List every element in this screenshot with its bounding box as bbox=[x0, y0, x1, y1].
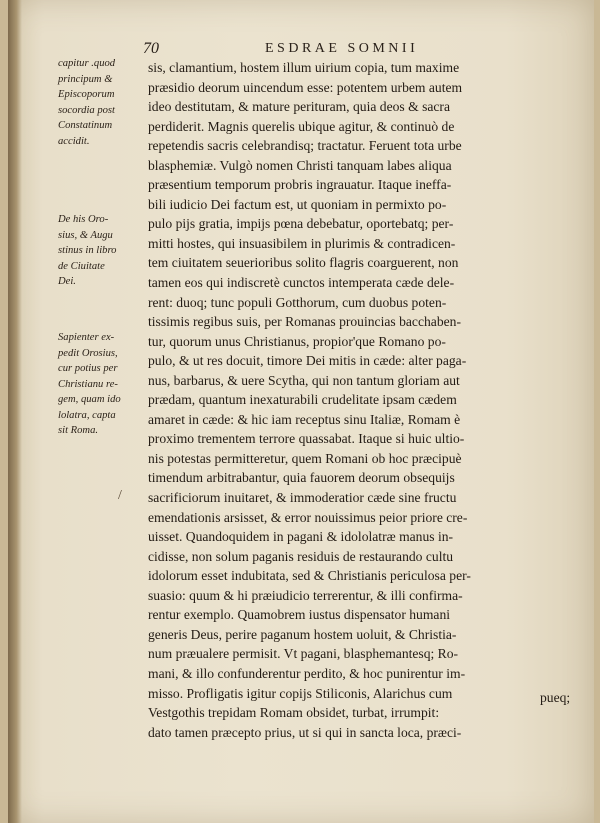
text-line: præsidio deorum uincendum esse: potentem urbem autem bbox=[148, 79, 463, 95]
text-line: dato tamen præcepto prius, ut si qui in sancta loca, præci- bbox=[148, 724, 462, 740]
text-line: pulo, & ut res docuit, timore Dei mitis in cæde: alter paga- bbox=[148, 353, 467, 369]
text-line: emendationis arsisset, & error nouissimus peior priore cre- bbox=[148, 509, 468, 525]
text-line: tissimis regibus suis, per Romanas prouincias bacchaben- bbox=[148, 314, 461, 330]
text-line: tem ciuitatem seuerioribus solito flagris coarguerent, non bbox=[148, 255, 459, 271]
body-text bbox=[148, 58, 584, 742]
text-line: sis, clamantium, hostem illum uirium copia, tum maxime bbox=[148, 60, 460, 75]
text-line: pulo pijs gratia, impijs pœna debebatur, oportebatq; per- bbox=[148, 216, 454, 232]
text-line: nus, barbarus, & uere Scytha, qui non tantum gloriam aut bbox=[148, 372, 460, 388]
text-line: proximo trementem terrore quassabat. Itaque si huic ultio- bbox=[148, 431, 465, 447]
text-line: tur, quorum unus Christianus, propior'que Romano po- bbox=[148, 333, 446, 349]
binding-gutter bbox=[8, 0, 22, 823]
text-line: num præualere permisit. Vt pagani, blasphemantesq; Ro- bbox=[148, 646, 459, 662]
marginal-note: capitur .quod principum & Episcoporum socordia post Constatinum accidit. bbox=[58, 58, 116, 147]
text-line: prædam, quantum inexaturabili crudelitate ipsam cædem bbox=[148, 392, 457, 408]
text-line: repetendis sacris celebrandisq; tractatur. Feruent tota urbe bbox=[148, 138, 462, 154]
text-line: timendum arbitrabantur, quia fauorem deorum obsequijs bbox=[148, 470, 455, 486]
text-line: idolorum esset indubitata, sed & Christianis periculosa per- bbox=[148, 568, 471, 584]
marginal-note: De his Oro- sius, & Augu stinus in libro de Ciuitate Dei. bbox=[58, 214, 117, 287]
text-line: suasio: quum & hi præiudicio terrerentur, & illi confirma- bbox=[148, 587, 463, 603]
text-line: cidisse, non solum paganis residuis de restaurando cultu bbox=[148, 548, 454, 564]
text-line: uisset. Quandoquidem in pagani & idololatræ manus in- bbox=[148, 529, 454, 545]
page-number: 70 bbox=[143, 40, 159, 57]
text-line: bili iudicio Dei factum est, ut quoniam in permixto po- bbox=[148, 196, 447, 212]
text-line: blasphemiæ. Vulgò nomen Christi tanquam labes aliqua bbox=[148, 157, 452, 173]
text-line: amaret in cæde: & hic iam receptus sinu Italiæ, Romam è bbox=[148, 411, 461, 427]
text-line: rent: duoq; tunc populi Gotthorum, cum duobus poten- bbox=[148, 294, 447, 310]
text-line: Vestgothis trepidam Romam obsidet, turbat, irrumpit: bbox=[148, 705, 440, 721]
text-line: rentur exemplo. Quamobrem iustus dispensator humani bbox=[148, 607, 451, 623]
marginal-note: Sapienter ex- pedit Orosius, cur potius per Christianu re- gem, quam ido lolatra, capta sit Roma. bbox=[58, 332, 121, 436]
text-line: mani, & illo confunderentur perdito, & hoc punirentur im- bbox=[148, 665, 466, 681]
text-line: ideo destitutam, & mature perituram, quia deos & sacra bbox=[148, 99, 450, 115]
text-line: misso. Profligatis igitur copijs Stiliconis, Alarichus cum bbox=[148, 685, 453, 701]
text-line: tamen eos qui indiscretè cunctos intemperata cæde dele- bbox=[148, 275, 455, 291]
text-line: generis Deus, perire paganum hostem uoluit, & Christia- bbox=[148, 626, 457, 642]
text-line: nis potestas permitteretur, quem Romani ob hoc præcipuè bbox=[148, 450, 462, 466]
text-line: perdiderit. Magnis querelis ubique agitur, & continuò de bbox=[148, 118, 455, 134]
margin-mark: / bbox=[118, 488, 122, 503]
text-line: sacrificiorum inuitaret, & immoderatior cæde sine fructu bbox=[148, 490, 457, 506]
text-line: mitti hostes, qui insuasibilem in plurimis & contradicen- bbox=[148, 235, 456, 251]
running-head-title: ESDRAE SOMNII bbox=[265, 41, 419, 56]
text-line: præsentium temporum probris ingrauatur. Itaque ineffa- bbox=[148, 177, 452, 193]
catchword: pueq; bbox=[540, 690, 571, 705]
